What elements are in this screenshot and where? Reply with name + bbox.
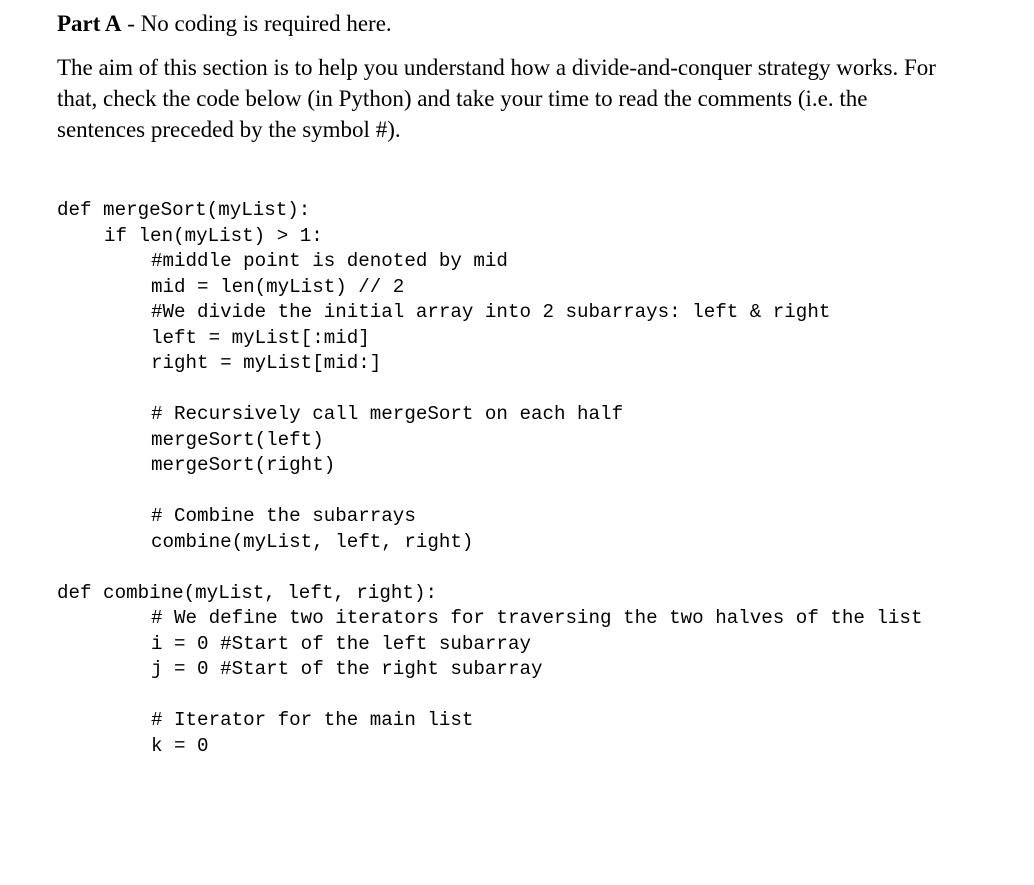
code-line: if len(myList) > 1: bbox=[104, 224, 323, 247]
code-line: right = myList[mid:] bbox=[151, 352, 382, 374]
code-line: i = 0 #Start of the left subarray bbox=[151, 632, 531, 655]
code-line: def combine(myList, left, right): bbox=[57, 581, 437, 604]
code-line bbox=[57, 479, 922, 505]
code-line bbox=[57, 377, 922, 403]
code-line: #middle point is denoted by mid bbox=[151, 250, 508, 272]
code-line bbox=[57, 555, 922, 581]
code-line: # Combine the subarrays bbox=[151, 505, 416, 527]
code-line: # We define two iterators for traversing the two halves of the list bbox=[151, 607, 923, 629]
code-line: mergeSort(right) bbox=[151, 454, 336, 476]
code-line: # Recursively call mergeSort on each half bbox=[151, 403, 624, 425]
code-block bbox=[57, 198, 922, 759]
intro-line: The aim of this section is to help you understand how a divide-and-conquer strategy works. For bbox=[57, 55, 936, 80]
code-line: mid = len(myList) // 2 bbox=[151, 275, 405, 298]
section-heading-bold: Part A bbox=[57, 11, 122, 36]
intro-paragraph bbox=[57, 52, 987, 145]
code-line: combine(myList, left, right) bbox=[151, 530, 474, 553]
intro-line: that, check the code below (in Python) and take your time to read the comments (i.e. the bbox=[57, 86, 868, 111]
code-line: j = 0 #Start of the right subarray bbox=[151, 658, 543, 680]
code-line: left = myList[:mid] bbox=[151, 326, 370, 349]
code-line: k = 0 bbox=[151, 734, 209, 757]
intro-line: sentences preceded by the symbol #). bbox=[57, 117, 401, 142]
code-line: def mergeSort(myList): bbox=[57, 199, 311, 221]
code-line: #We divide the initial array into 2 subarrays: left & right bbox=[151, 301, 831, 323]
code-line bbox=[57, 683, 922, 709]
code-line: mergeSort(left) bbox=[151, 428, 324, 451]
section-heading bbox=[57, 9, 392, 39]
section-heading-rest: - No coding is required here. bbox=[121, 11, 392, 36]
code-line: # Iterator for the main list bbox=[151, 709, 474, 731]
